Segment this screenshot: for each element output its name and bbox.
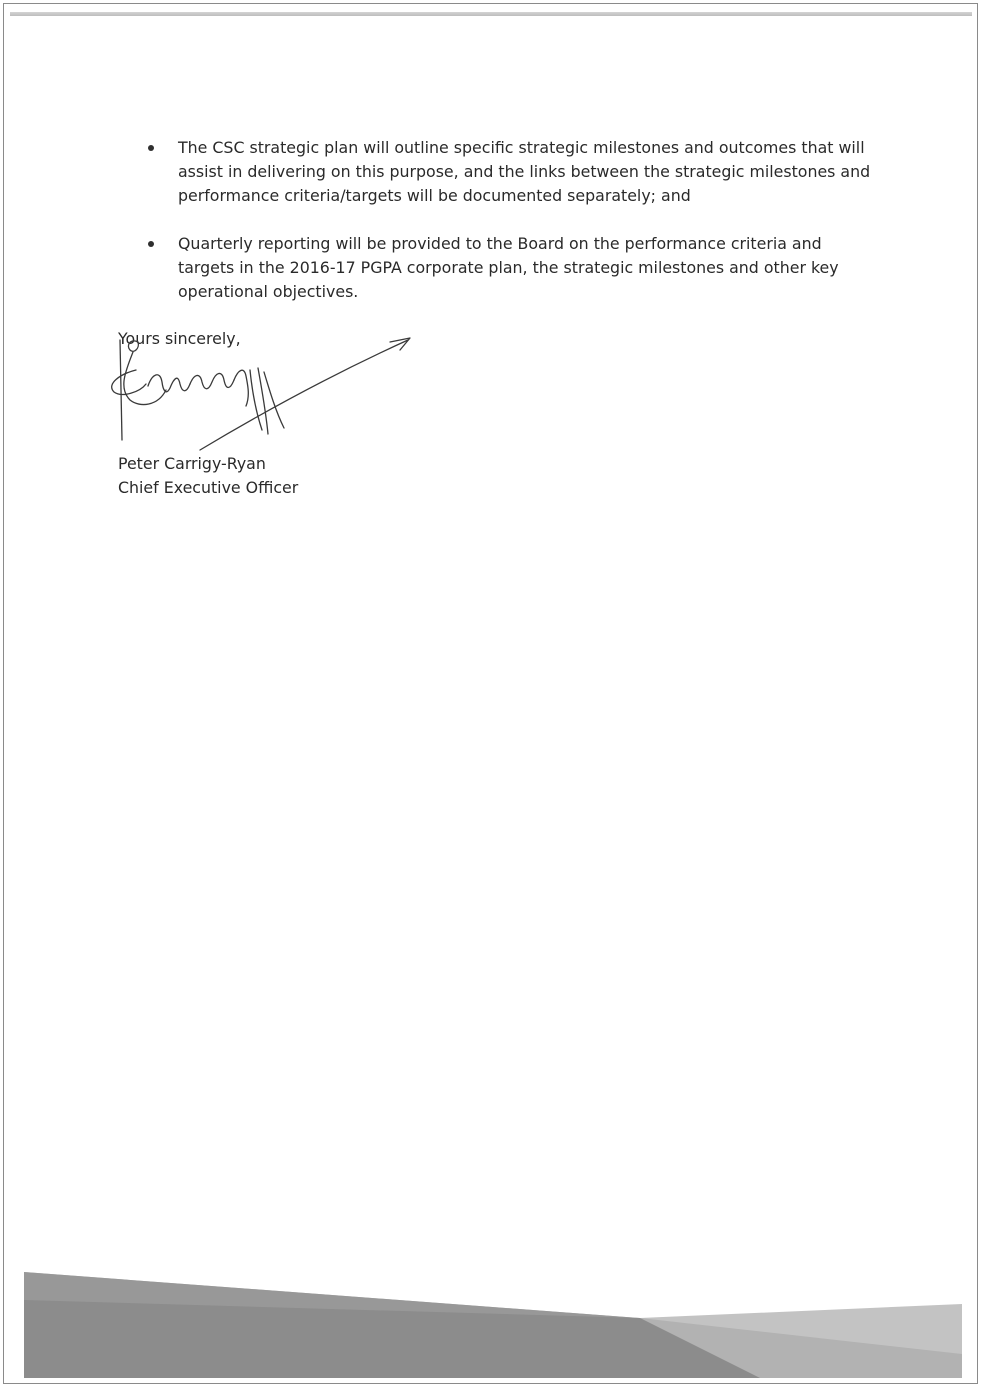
bullet-icon [148, 145, 154, 151]
bullet-list [140, 136, 880, 328]
closing-salutation: Yours sincerely, [118, 329, 241, 348]
header-rule [10, 12, 972, 16]
signatory-name: Peter Carrigy-Ryan [118, 454, 266, 473]
bullet-item [140, 136, 880, 208]
signature-block [118, 452, 298, 500]
bullet-item [140, 232, 880, 304]
bullet-text: The CSC strategic plan will outline specific strategic milestones and outcomes that will assist in delivering on this purpose, and the links between the strategic milestones and performance criteria/targets will be documented separately; and [178, 138, 871, 205]
bullet-text: Quarterly reporting will be provided to the Board on the performance criteria and targets in the 2016-17 PGPA corporate plan, the strategic milestones and other key operational objectives. [178, 234, 839, 301]
handwritten-signature [100, 330, 420, 460]
signatory-title: Chief Executive Officer [118, 478, 299, 497]
bullet-icon [148, 241, 154, 247]
